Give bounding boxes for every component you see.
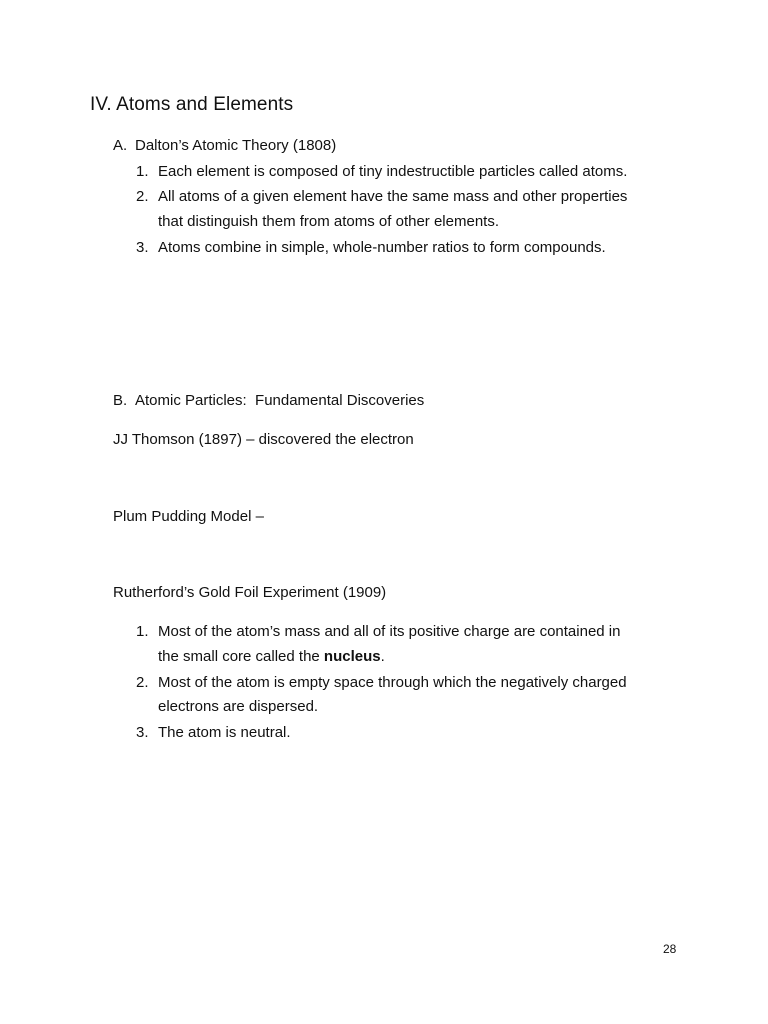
page-number: 28 xyxy=(663,942,677,956)
section-a-title: Dalton’s Atomic Theory (1808) xyxy=(135,137,337,154)
section-b-title: Atomic Particles: Fundamental Discoveries xyxy=(135,392,425,409)
rutherford-item-2-number: 2. xyxy=(136,674,149,691)
dalton-item-1-text: Each element is composed of tiny indestructible particles called atoms. xyxy=(158,163,628,180)
rutherford-item-3 xyxy=(136,723,291,743)
rutherford-item-2 xyxy=(136,673,627,693)
dalton-item-3-number: 3. xyxy=(136,239,149,256)
thomson-line: JJ Thomson (1897) – discovered the electron xyxy=(113,431,414,448)
section-a-letter: A. xyxy=(113,137,128,154)
dalton-item-3 xyxy=(136,238,606,258)
dalton-item-2 xyxy=(136,187,627,207)
dalton-item-3-text: Atoms combine in simple, whole-number ratios to form compounds. xyxy=(158,239,606,256)
rutherford-item-3-text: The atom is neutral. xyxy=(158,724,291,741)
rutherford-item-1-number: 1. xyxy=(136,623,149,640)
rutherford-item-1 xyxy=(136,622,620,642)
plum-pudding-line: Plum Pudding Model – xyxy=(113,508,264,525)
rutherford-item-1-line-2-suffix: . xyxy=(380,648,385,665)
dalton-item-1 xyxy=(136,162,627,182)
dalton-item-2-text-line-1: All atoms of a given element have the same mass and other properties xyxy=(158,188,628,205)
section-b-letter: B. xyxy=(113,392,128,409)
rutherford-item-3-number: 3. xyxy=(136,724,149,741)
dalton-item-2-number: 2. xyxy=(136,188,149,205)
rutherford-item-1-line-2-prefix: the small core called the xyxy=(158,648,324,665)
rutherford-item-2-text-line-2: electrons are dispersed. xyxy=(158,698,319,715)
dalton-item-2-text-line-2: that distinguish them from atoms of other elements. xyxy=(158,213,499,230)
rutherford-item-2-text-line-1: Most of the atom is empty space through which the negatively charged xyxy=(158,674,627,691)
dalton-item-1-number: 1. xyxy=(136,163,149,180)
page-heading: IV. Atoms and Elements xyxy=(90,94,294,115)
nucleus-term: nucleus xyxy=(323,648,381,665)
rutherford-item-1-text-line-1: Most of the atom’s mass and all of its positive charge are contained in xyxy=(158,623,621,640)
rutherford-item-1-text-line-2 xyxy=(158,647,385,667)
rutherford-title: Rutherford’s Gold Foil Experiment (1909) xyxy=(113,584,387,601)
section-a-title-row xyxy=(113,136,336,156)
section-b-title-row xyxy=(113,391,424,411)
